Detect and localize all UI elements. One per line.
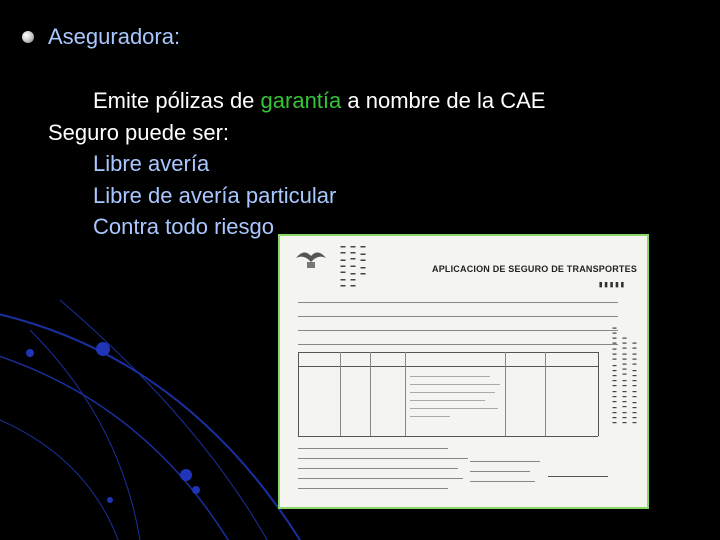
form-rule: [470, 461, 540, 462]
handwritten-note: ▬▬▬ ▬ ▬▬▬: [350, 244, 356, 289]
side-note: ▬▬▬▬▬ ▬▬ ▬▬▬▬ ▬▬▬ ▬▬: [632, 341, 637, 426]
form-rule: [298, 448, 448, 449]
signature-line: [548, 476, 608, 477]
table-rule: [545, 352, 546, 436]
form-rule: [298, 458, 468, 459]
table-text-line: [410, 400, 485, 401]
form-rule: [298, 316, 618, 317]
form-rule: [470, 471, 530, 472]
form-rule: [470, 481, 535, 482]
table-rule: [598, 352, 599, 436]
table-rule: [298, 366, 598, 367]
table-text-line: [410, 408, 498, 409]
eagle-logo-icon: [294, 244, 328, 270]
side-note: ▬▬▬▬ ▬▬▬ ▬▬▬▬▬ ▬▬▬ ▬▬▬▬: [612, 326, 617, 426]
table-rule: [298, 436, 598, 437]
policy-line: [93, 88, 546, 114]
table-text-line: [410, 384, 500, 385]
policy-line-start: Emite pólizas de: [93, 88, 261, 113]
document-title: APLICACION DE SEGURO DE TRANSPORTES: [432, 264, 638, 274]
table-rule: [340, 352, 341, 436]
bullet-heading: Aseguradora:: [48, 24, 181, 49]
document-number: ▮▮▮▮▮: [598, 280, 626, 290]
guarantee-highlight: garantía: [260, 88, 342, 113]
table-rule: [370, 352, 371, 436]
table-text-line: [410, 392, 495, 393]
form-rule: [298, 330, 618, 331]
insurance-types-heading: Seguro puede ser:: [48, 120, 230, 145]
form-rule: [298, 344, 618, 345]
table-rule: [298, 352, 299, 436]
form-rule: [298, 468, 458, 469]
bullet-dot-icon: [22, 31, 34, 43]
table-text-line: [410, 416, 450, 417]
table-rule: [298, 352, 598, 353]
table-rule: [505, 352, 506, 436]
insurance-document-image: [278, 234, 649, 509]
handwritten-note: ▬▬ ▬▬ ▬: [360, 244, 366, 277]
table-text-line: [410, 376, 490, 377]
policy-line-end: a nombre de la CAE: [341, 88, 546, 113]
option-libre-averia: Libre avería: [93, 151, 210, 176]
form-rule: [298, 488, 448, 489]
form-rule: [298, 302, 618, 303]
side-note: ▬▬▬ ▬▬▬▬ ▬▬ ▬▬▬▬▬ ▬▬▬: [622, 336, 627, 426]
table-rule: [405, 352, 406, 436]
handwritten-note: ▬▬ ▬▬▬ ▬▬: [340, 244, 346, 289]
form-rule: [298, 478, 463, 479]
option-libre-averia-particular: Libre de avería particular: [93, 183, 337, 208]
option-contra-todo-riesgo: Contra todo riesgo: [93, 214, 274, 239]
